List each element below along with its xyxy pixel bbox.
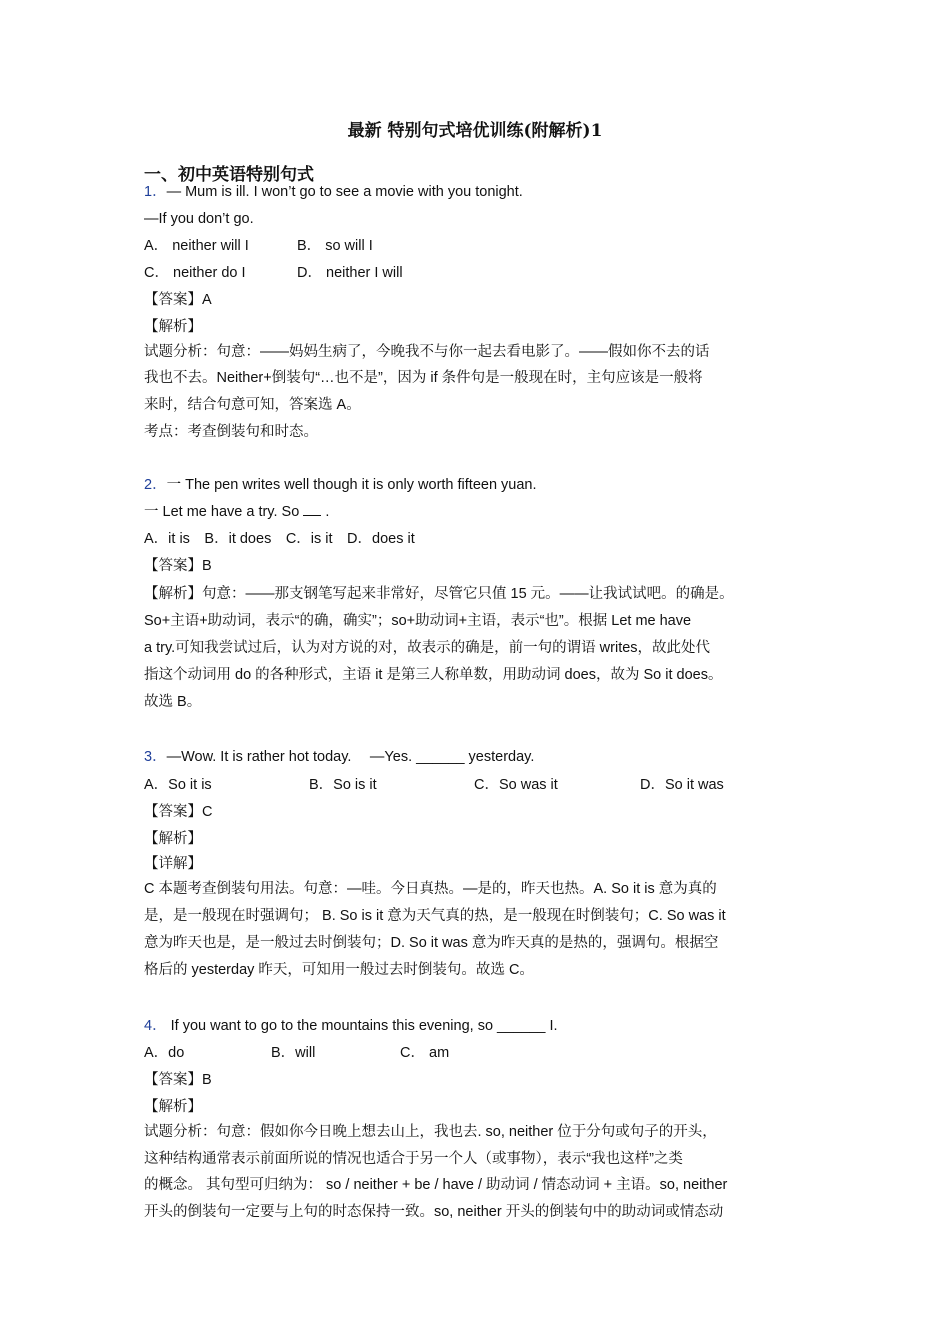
question-number: 2． xyxy=(144,477,167,493)
question-3-analysis-line: 意为昨天也是，是一般过去时倒装句；D. So it was 意为昨天真的是热的，强调句。根据空 xyxy=(144,935,719,951)
question-1-analysis-line: 试题分析：句意：——妈妈生病了，今晚我不与你一起去看电影了。——假如你不去的话 xyxy=(144,344,710,360)
question-4-analysis-line: 的概念。 其句型可归纳为： so / neither + be / have / 助动词 / 情态动词 + 主语。so, neither xyxy=(144,1177,728,1193)
question-1-option-c: C． neither do I xyxy=(144,265,246,281)
question-1-answer: 【答案】A xyxy=(144,292,212,308)
question-1-prompt: 1．— Mum is ill. I won’t go to see a movie with you tonight. xyxy=(144,184,523,200)
question-4-analysis-line: 这种结构通常表示前面所说的情况也适合于另一个人（或事物），表示“我也这样”之类 xyxy=(144,1151,683,1167)
question-4-option-a: A．do xyxy=(144,1045,185,1061)
question-2-answer: 【答案】B xyxy=(144,558,212,574)
question-1-analysis-label: 【解析】 xyxy=(144,319,202,335)
question-1-option-d: D． neither I will xyxy=(297,265,403,281)
question-3-analysis-line: 格后的 yesterday 昨天，可知用一般过去时倒装句。故选 C。 xyxy=(144,962,534,978)
question-1-analysis-line: 来时，结合句意可知，答案选 A。 xyxy=(144,397,361,413)
question-2-prompt: 2．一 The pen writes well though it is only worth fifteen yuan. xyxy=(144,477,537,493)
question-3-option-a: A．So it is xyxy=(144,777,212,793)
section-heading: 一、初中英语特别句式 xyxy=(144,165,314,185)
answer-blank xyxy=(303,503,321,516)
question-3-detail-label: 【详解】 xyxy=(144,856,202,872)
question-number: 4． xyxy=(144,1018,167,1034)
question-3-analysis-line: 是，是一般现在时强调句； B. So is it 意为天气真的热，是一般现在时倒装句；C. So was it xyxy=(144,908,726,924)
question-2-options: A．it is B．it does C．is it D．does it xyxy=(144,531,415,547)
question-4-option-c: C． am xyxy=(400,1045,450,1061)
question-1-analysis-line: 考点：考查倒装句和时态。 xyxy=(144,424,318,440)
question-4-prompt: 4． If you want to go to the mountains this evening, so ______ I. xyxy=(144,1018,558,1034)
question-2-analysis-line: 故选 B。 xyxy=(144,694,202,710)
question-1-analysis-line: 我也不去。Neither+倒装句“…也不是”，因为 if 条件句是一般现在时，主句应该是一般将 xyxy=(144,370,703,386)
question-4-analysis-line: 试题分析：句意：假如你今日晚上想去山上，我也去. so, neither 位于分句或句子的开头， xyxy=(144,1124,717,1140)
question-2-analysis-line: So+主语+助动词，表示“的确，确实”；so+助动词+主语，表示“也”。根据 Let me have xyxy=(144,613,692,629)
question-4-analysis-label: 【解析】 xyxy=(144,1099,202,1115)
question-3-analysis-label: 【解析】 xyxy=(144,831,202,847)
question-2-reply: 一 Let me have a try. So . xyxy=(144,504,330,520)
document-title: 最新 特别句式培优训练(附解析)1 xyxy=(347,121,603,141)
question-4-analysis-line: 开头的倒装句一定要与上句的时态保持一致。so, neither 开头的倒装句中的助动词或情态动 xyxy=(144,1204,724,1220)
question-3-option-d: D．So it was xyxy=(640,777,724,793)
question-2-analysis-line: 【解析】句意：——那支钢笔写起来非常好，尽管它只值 15 元。——让我试试吧。的确是。 xyxy=(144,586,734,602)
question-1-reply: —If you don’t go. xyxy=(144,211,254,227)
question-2-analysis-line: 指这个动词用 do 的各种形式，主语 it 是第三人称单数，用助动词 does，故为 So it does。 xyxy=(144,667,723,683)
question-3-analysis-line: C 本题考查倒装句用法。句意：—哇。今日真热。—是的，昨天也热。A. So it is 意为真的 xyxy=(144,881,717,897)
question-number: 1． xyxy=(144,184,167,200)
question-2-analysis-line: a try.可知我尝试过后，认为对方说的对，故表示的确是，前一句的谓语 writes，故此处代 xyxy=(144,640,711,656)
question-1-option-b: B． so will I xyxy=(297,238,373,254)
question-3-option-c: C．So was it xyxy=(474,777,558,793)
question-1-option-a: A． neither will I xyxy=(144,238,249,254)
question-3-answer: 【答案】C xyxy=(144,804,213,820)
question-3-prompt: 3．—Wow. It is rather hot today. —Yes. ______ yesterday. xyxy=(144,749,535,765)
question-number: 3． xyxy=(144,749,167,765)
question-3-option-b: B．So is it xyxy=(309,777,377,793)
question-4-answer: 【答案】B xyxy=(144,1072,212,1088)
question-4-option-b: B．will xyxy=(271,1045,316,1061)
